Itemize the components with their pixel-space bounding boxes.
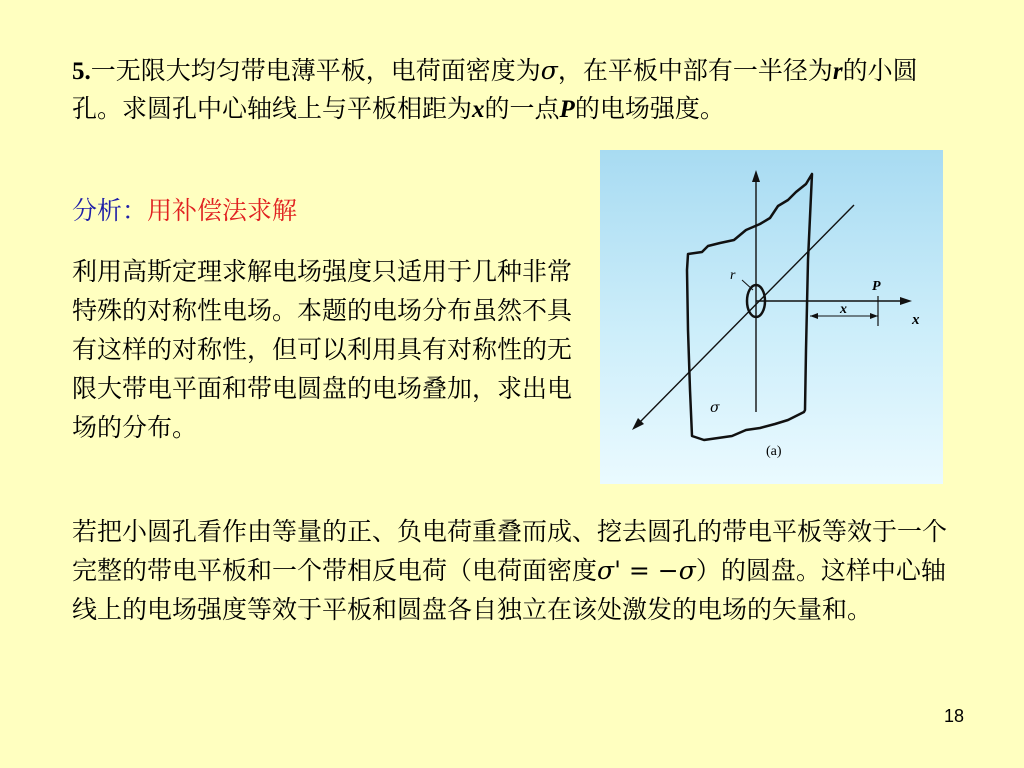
compensation-text-1: 若把小圆孔看作由等量的正、负电荷重叠而成、挖去圆孔的带电平板等效于一个完整的带电平板和一个带相反电荷（电荷面密度 (72, 517, 948, 585)
compensation-paragraph (72, 512, 952, 629)
diagonal-axis (640, 205, 854, 422)
figure-caption: (a) (766, 444, 782, 459)
charged-plate (687, 174, 812, 440)
distance-dim-arrow-left (810, 313, 818, 319)
problem-text-1: 一无限大均匀带电薄平板，电荷面密度为 (90, 56, 541, 85)
plate-diagram (600, 150, 943, 484)
vertical-axis-arrow (752, 170, 760, 182)
distance-label: x (840, 302, 847, 317)
radius-leader (742, 280, 753, 290)
radius-symbol: r (832, 58, 843, 85)
problem-text-4: 的一点 (484, 94, 560, 123)
charge-density-formula: σ' = −σ (597, 556, 696, 585)
analysis-heading (72, 192, 472, 229)
x-axis-arrow (900, 297, 912, 305)
compensation-text-2: ）的圆盘。这样中心轴线上的电场强度等效于平板和圆盘各自独立在该处激发的电场的矢量和。 (72, 556, 946, 624)
problem-number: 5. (72, 58, 91, 85)
x-axis-label: x (912, 312, 920, 328)
point-symbol: P (559, 96, 575, 123)
distance-dim-arrow-right (870, 313, 878, 319)
sigma-symbol: σ (540, 56, 558, 85)
point-p-label: P (872, 279, 881, 294)
plate-diagram-svg (600, 150, 943, 484)
explanation-paragraph: 利用高斯定理求解电场强度只适用于几种非常特殊的对称性电场。本题的电场分布虽然不具有这样的对称性，但可以利用具有对称性的无限大带电平面和带电圆盘的电场叠加，求出电场的分布。 (72, 257, 573, 442)
radius-label: r (730, 268, 736, 283)
page-number: 18 (943, 706, 964, 726)
problem-text-3: 的小圆孔。求圆孔中心轴线上与平板相距为 (72, 56, 918, 123)
sigma-label: σ (710, 400, 720, 416)
analysis-label: 分析： (72, 196, 148, 225)
analysis-method: 用补偿法求解 (147, 196, 298, 225)
problem-text-5: 的电场强度。 (574, 94, 725, 123)
problem-statement (72, 52, 952, 128)
distance-symbol: x (472, 96, 485, 123)
problem-text-2: ，在平板中部有一半径为 (557, 56, 833, 85)
